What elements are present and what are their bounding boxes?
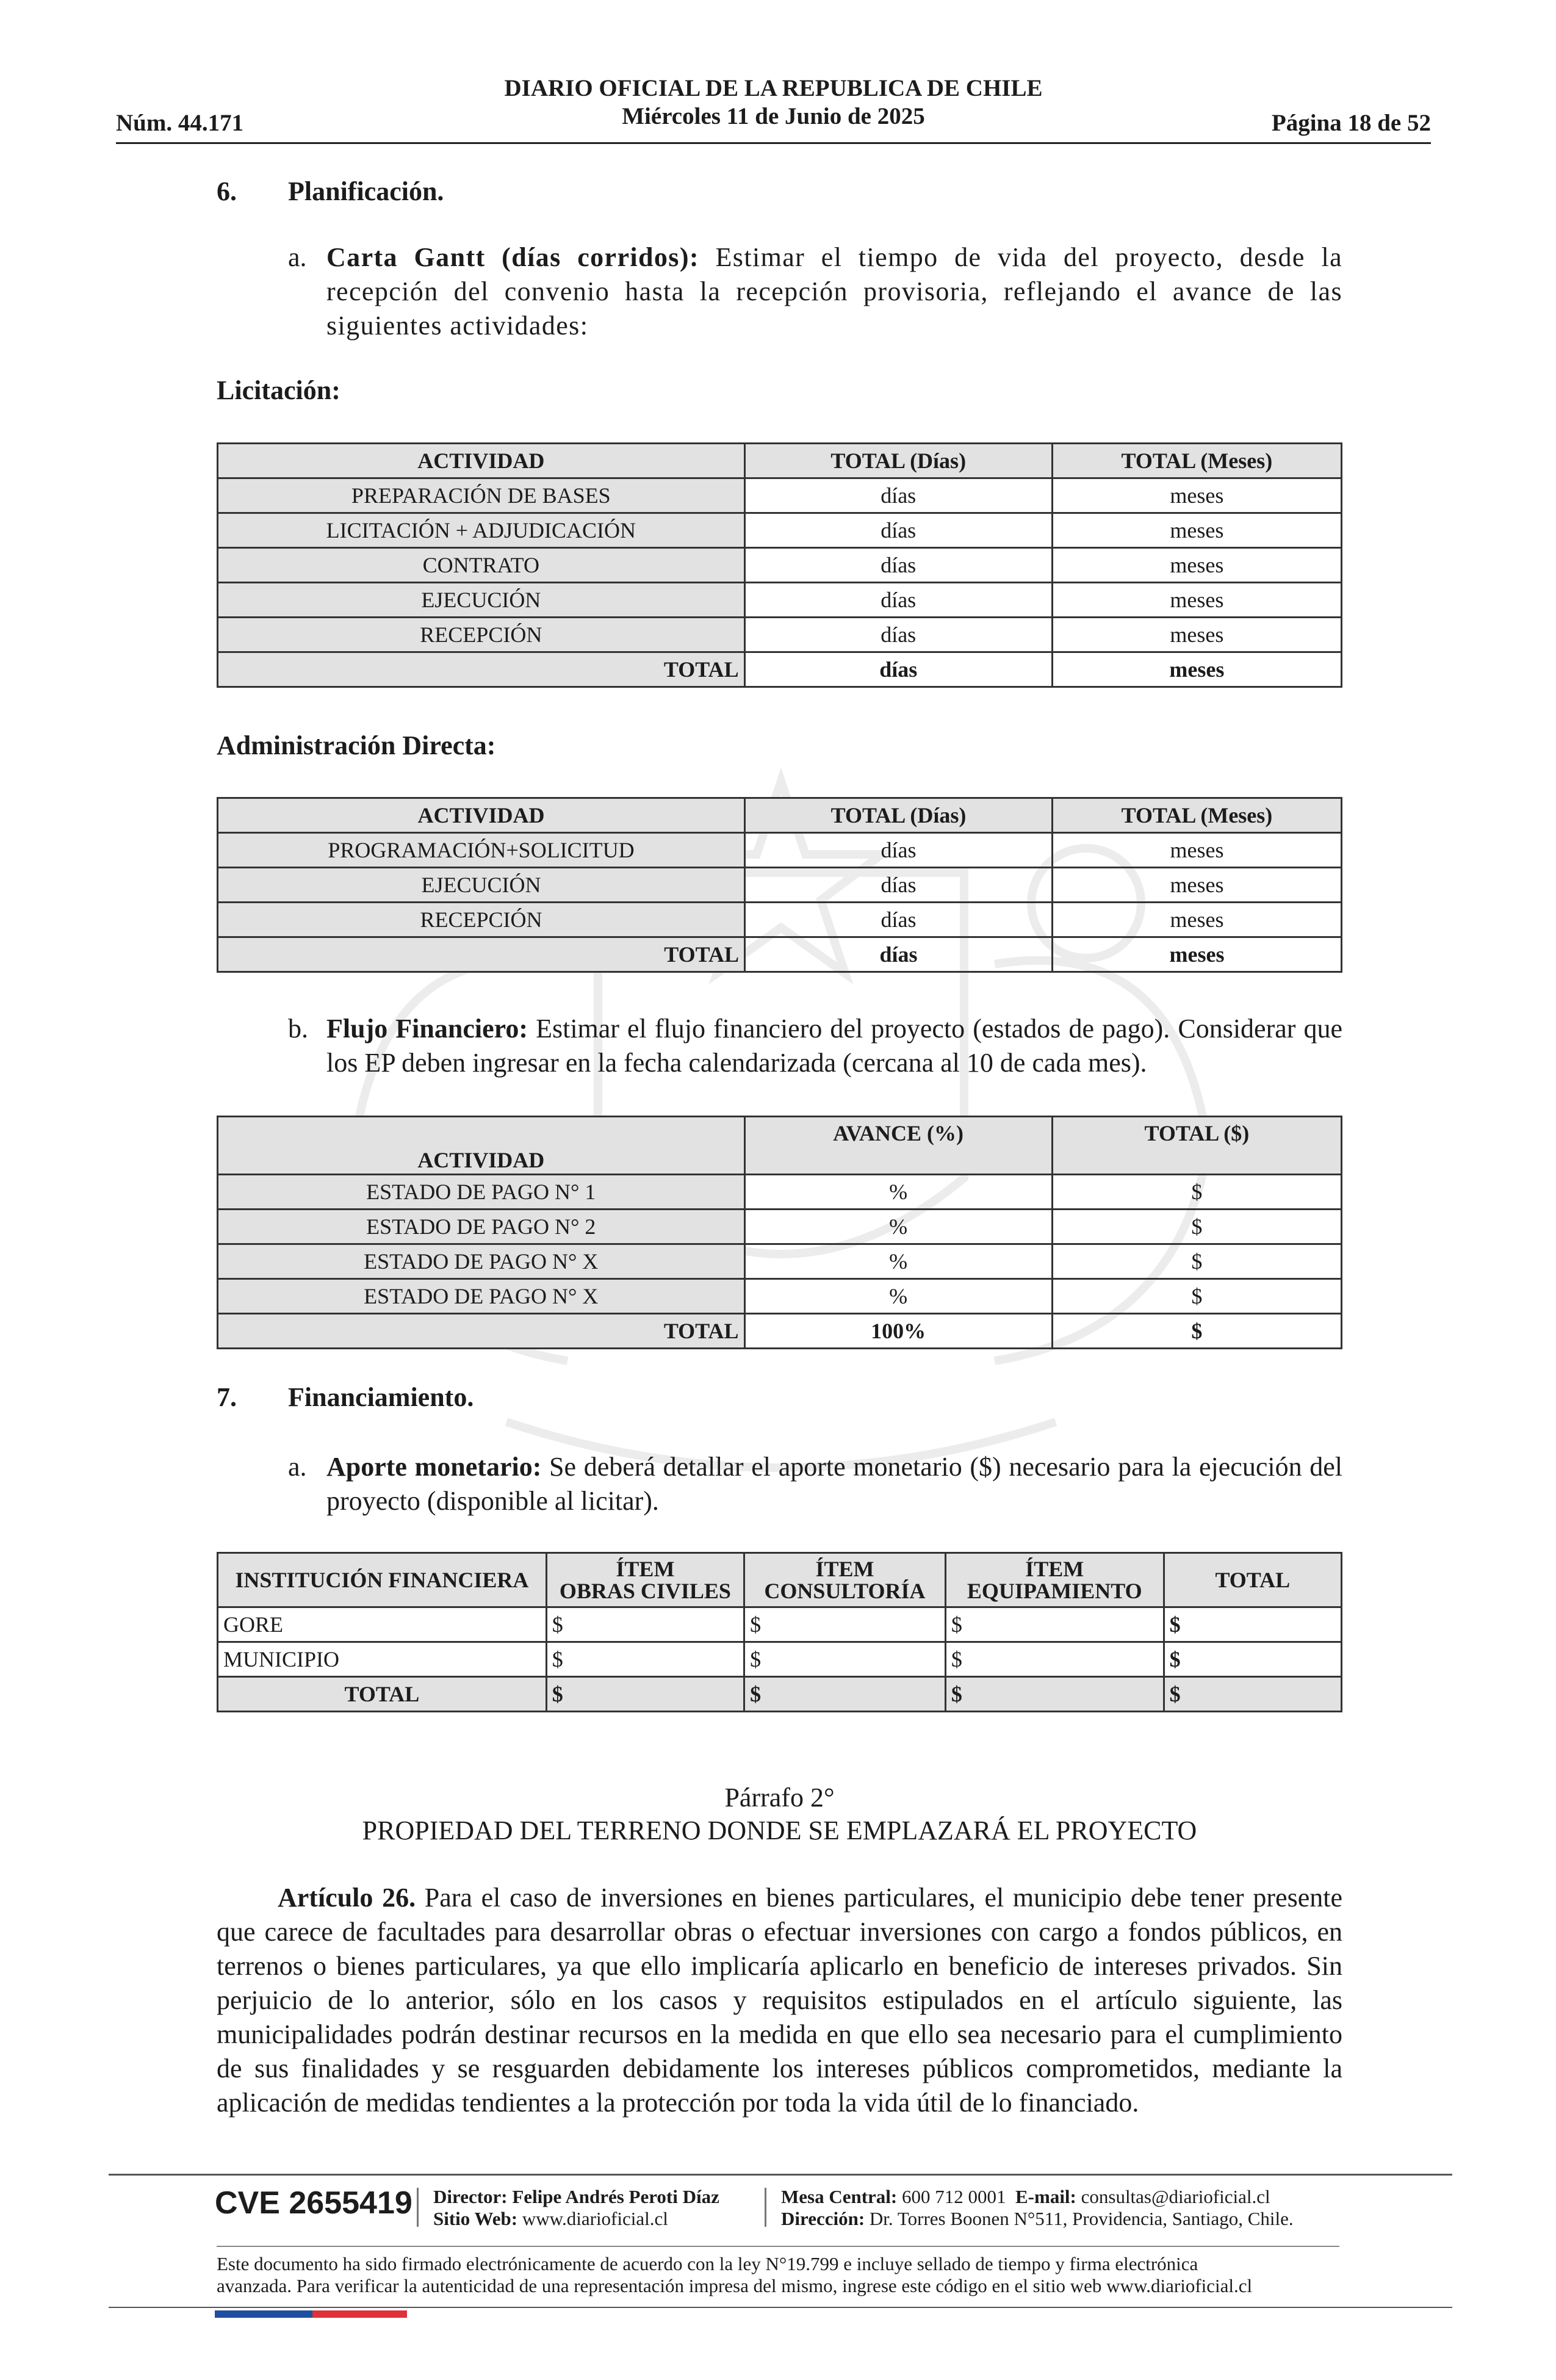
section-6-number: 6. bbox=[217, 176, 237, 206]
header-cell: ACTIVIDAD bbox=[218, 1117, 745, 1175]
mesa-label: Mesa Central: bbox=[781, 2186, 898, 2207]
total-amount: $ bbox=[945, 1677, 1164, 1712]
paragraph-subheading: PROPIEDAD DEL TERRENO DONDE SE EMPLAZARÁ EL PROYECTO bbox=[362, 1816, 1197, 1845]
header-cell: TOTAL (Días) bbox=[745, 798, 1053, 833]
footer-website bbox=[433, 2208, 668, 2230]
item-7a-text: Se deberá detallar el aporte monetario ($) necesario para la ejecución del proyecto (disponible al licitar). bbox=[326, 1452, 1343, 1516]
activity-cell: ESTADO DE PAGO N° X bbox=[218, 1244, 745, 1279]
footer-contact bbox=[781, 2186, 1270, 2208]
header-cell: TOTAL (Días) bbox=[744, 444, 1052, 478]
days-cell: días bbox=[744, 513, 1052, 548]
header-center bbox=[116, 74, 1431, 131]
header-cell: INSTITUCIÓN FINANCIERA bbox=[218, 1553, 547, 1607]
footer-rule bbox=[109, 2174, 1452, 2176]
table-row bbox=[218, 1210, 1342, 1244]
footer-director bbox=[433, 2186, 719, 2208]
paragraph-heading: Párrafo 2° bbox=[724, 1783, 835, 1812]
days-cell: días bbox=[745, 903, 1053, 937]
header-cell: TOTAL bbox=[1164, 1553, 1341, 1607]
item-6b-lead: Flujo Financiero: bbox=[326, 1014, 528, 1044]
article-26-label: Artículo 26. bbox=[278, 1883, 416, 1913]
activity-cell: PROGRAMACIÓN+SOLICITUD bbox=[218, 833, 745, 868]
header-line: ÍTEM bbox=[815, 1557, 874, 1581]
section-6-title: Planificación. bbox=[288, 176, 444, 206]
item-6a-marker: a. bbox=[288, 242, 307, 272]
total-days: días bbox=[744, 652, 1052, 687]
web-link[interactable]: www.diarioficial.cl bbox=[522, 2208, 668, 2229]
licitacion-label: Licitación: bbox=[217, 375, 340, 405]
total-row bbox=[218, 1677, 1342, 1712]
flag-stripe-red bbox=[312, 2310, 407, 2318]
item-7a-lead: Aporte monetario: bbox=[326, 1452, 542, 1482]
admin-directa-label: Administración Directa: bbox=[217, 730, 496, 760]
total-row bbox=[218, 937, 1342, 972]
header-cell: TOTAL (Meses) bbox=[1052, 444, 1341, 478]
amount-cell: $ bbox=[546, 1607, 744, 1642]
page-header bbox=[116, 74, 1431, 142]
activity-cell: PREPARACIÓN DE BASES bbox=[218, 478, 745, 513]
total-amount: $ bbox=[546, 1677, 744, 1712]
flujo-financiero-table bbox=[217, 1116, 1342, 1349]
address-value: Dr. Torres Boonen N°511, Providencia, Santiago, Chile. bbox=[869, 2208, 1294, 2229]
days-cell: días bbox=[744, 478, 1052, 513]
months-cell: meses bbox=[1052, 478, 1341, 513]
header-rule bbox=[116, 142, 1431, 144]
amount-cell: $ bbox=[1052, 1210, 1341, 1244]
header-cell: TOTAL ($) bbox=[1052, 1117, 1341, 1175]
section-7-number: 7. bbox=[217, 1382, 237, 1412]
activity-cell: ESTADO DE PAGO N° X bbox=[218, 1279, 745, 1314]
web-label: Sitio Web: bbox=[433, 2208, 518, 2229]
table-row bbox=[218, 548, 1342, 583]
licitacion-table bbox=[217, 442, 1342, 688]
table-header-row bbox=[218, 1117, 1342, 1175]
item-6a-lead: Carta Gantt (días corridos): bbox=[326, 242, 699, 272]
table-row bbox=[218, 1244, 1342, 1279]
footer-rule bbox=[217, 2246, 1339, 2247]
item-6b-marker: b. bbox=[288, 1014, 308, 1044]
item-6a-text: Estimar el tiempo de vida del proyecto, desde la recepción del convenio hasta la recepción provisoria, reflejando el avance de las siguientes actividades: bbox=[326, 242, 1343, 341]
table-header-row bbox=[218, 798, 1342, 833]
header-line: EQUIPAMIENTO bbox=[967, 1579, 1142, 1603]
total-label: TOTAL bbox=[218, 1677, 547, 1712]
months-cell: meses bbox=[1052, 583, 1341, 618]
table-row bbox=[218, 1642, 1342, 1677]
footer-rule bbox=[109, 2307, 1452, 2308]
total-days: días bbox=[745, 937, 1053, 972]
total-amount: $ bbox=[1052, 1314, 1341, 1349]
table-row bbox=[218, 513, 1342, 548]
header-cell: AVANCE (%) bbox=[744, 1117, 1052, 1175]
section-7-title: Financiamiento. bbox=[288, 1382, 474, 1412]
director-name: Felipe Andrés Peroti Díaz bbox=[512, 2186, 719, 2207]
header-line: ÍTEM bbox=[1025, 1557, 1084, 1581]
table-row bbox=[218, 903, 1342, 937]
percent-cell: % bbox=[744, 1279, 1052, 1314]
header-cell: ACTIVIDAD bbox=[218, 444, 745, 478]
table-row bbox=[218, 1175, 1342, 1210]
days-cell: días bbox=[744, 618, 1052, 652]
institution-cell: GORE bbox=[218, 1607, 547, 1642]
total-row bbox=[218, 1314, 1342, 1349]
footer-legal-line-2: avanzada. Para verificar la autenticidad de una representación impresa del mismo, ingrese este código en el sitio web www.diarioficial.cl bbox=[217, 2275, 1253, 2296]
activity-cell: EJECUCIÓN bbox=[218, 583, 745, 618]
months-cell: meses bbox=[1052, 548, 1341, 583]
mesa-value: 600 712 0001 bbox=[902, 2186, 1006, 2207]
total-months: meses bbox=[1052, 652, 1341, 687]
amount-cell: $ bbox=[744, 1607, 946, 1642]
amount-cell: $ bbox=[1164, 1607, 1341, 1642]
page-number: Página 18 de 52 bbox=[1271, 110, 1431, 136]
article-26 bbox=[217, 1881, 1342, 2120]
item-6a-paragraph bbox=[326, 240, 1342, 343]
header-cell bbox=[744, 1553, 946, 1607]
total-amount: $ bbox=[744, 1677, 946, 1712]
item-6b-paragraph bbox=[326, 1012, 1342, 1080]
header-cell bbox=[546, 1553, 744, 1607]
item-6b-text: Estimar el flujo financiero del proyecto (estados de pago). Considerar que los EP deben ingresar en la fecha calendarizada (cercana al 10 de cada mes). bbox=[326, 1014, 1343, 1078]
total-amount: $ bbox=[1164, 1677, 1341, 1712]
percent-cell: % bbox=[744, 1175, 1052, 1210]
flag-stripe-blue bbox=[215, 2310, 312, 2318]
newspaper-title: DIARIO OFICIAL DE LA REPUBLICA DE CHILE bbox=[504, 75, 1043, 101]
table-header-row bbox=[218, 444, 1342, 478]
amount-cell: $ bbox=[945, 1607, 1164, 1642]
table-row bbox=[218, 1279, 1342, 1314]
header-cell bbox=[945, 1553, 1164, 1607]
footer-address bbox=[781, 2208, 1294, 2230]
months-cell: meses bbox=[1052, 513, 1341, 548]
institution-cell: MUNICIPIO bbox=[218, 1642, 547, 1677]
header-line: OBRAS CIVILES bbox=[559, 1579, 731, 1603]
aporte-monetario-table bbox=[217, 1552, 1342, 1712]
amount-cell: $ bbox=[1052, 1244, 1341, 1279]
months-cell: meses bbox=[1052, 903, 1341, 937]
months-cell: meses bbox=[1052, 618, 1341, 652]
footer-divider bbox=[765, 2188, 766, 2227]
issue-date: Miércoles 11 de Junio de 2025 bbox=[622, 103, 925, 129]
total-label: TOTAL bbox=[218, 652, 745, 687]
percent-cell: % bbox=[744, 1244, 1052, 1279]
total-row bbox=[218, 652, 1342, 687]
total-months: meses bbox=[1052, 937, 1341, 972]
days-cell: días bbox=[745, 833, 1053, 868]
activity-cell: EJECUCIÓN bbox=[218, 868, 745, 903]
months-cell: meses bbox=[1052, 833, 1341, 868]
table-row bbox=[218, 618, 1342, 652]
percent-cell: % bbox=[744, 1210, 1052, 1244]
email-link[interactable]: consultas@diarioficial.cl bbox=[1081, 2186, 1270, 2207]
footer-divider bbox=[417, 2188, 419, 2227]
director-label: Director: bbox=[433, 2186, 508, 2207]
article-26-text: Para el caso de inversiones en bienes particulares, el municipio debe tener presente que carece de facultades para desarrollar obras o efectuar inversiones con cargo a fondos públicos, en terrenos o bienes particulares, ya que ello implicaría aplicarlo en beneficio de intereses privados. Sin perjuicio de lo anterior, sólo en los casos y requisitos estipulados en el artículo siguiente, las municipalidades podrán destinar recursos en la medida en que ello sea necesario para el cumplimiento de sus finalidades y se resguarden debidamente los intereses públicos comprometidos, mediante la aplicación de medidas tendientes a la protección por toda la vida útil de lo financiado. bbox=[217, 1883, 1342, 2118]
activity-cell: CONTRATO bbox=[218, 548, 745, 583]
admin-directa-table bbox=[217, 797, 1342, 973]
total-label: TOTAL bbox=[218, 937, 745, 972]
activity-cell: LICITACIÓN + ADJUDICACIÓN bbox=[218, 513, 745, 548]
item-7a-marker: a. bbox=[288, 1452, 307, 1482]
amount-cell: $ bbox=[744, 1642, 946, 1677]
days-cell: días bbox=[744, 583, 1052, 618]
amount-cell: $ bbox=[1052, 1279, 1341, 1314]
header-line: CONSULTORÍA bbox=[764, 1579, 926, 1603]
header-cell: TOTAL (Meses) bbox=[1052, 798, 1341, 833]
total-label: TOTAL bbox=[218, 1314, 745, 1349]
email-label: E-mail: bbox=[1015, 2186, 1076, 2207]
days-cell: días bbox=[745, 868, 1053, 903]
issue-number: Núm. 44.171 bbox=[116, 110, 244, 136]
address-label: Dirección: bbox=[781, 2208, 865, 2229]
activity-cell: RECEPCIÓN bbox=[218, 618, 745, 652]
header-cell: ACTIVIDAD bbox=[218, 798, 745, 833]
table-row bbox=[218, 478, 1342, 513]
amount-cell: $ bbox=[945, 1642, 1164, 1677]
item-7a-paragraph bbox=[326, 1450, 1342, 1518]
amount-cell: $ bbox=[1052, 1175, 1341, 1210]
days-cell: días bbox=[744, 548, 1052, 583]
footer-legal-line-1: Este documento ha sido firmado electrónicamente de acuerdo con la ley N°19.799 e incluye sellado de tiempo y firma electrónica bbox=[217, 2253, 1198, 2274]
cve-code: CVE 2655419 bbox=[215, 2185, 412, 2221]
amount-cell: $ bbox=[1164, 1642, 1341, 1677]
activity-cell: ESTADO DE PAGO N° 2 bbox=[218, 1210, 745, 1244]
activity-cell: RECEPCIÓN bbox=[218, 903, 745, 937]
table-row bbox=[218, 1607, 1342, 1642]
table-row bbox=[218, 583, 1342, 618]
months-cell: meses bbox=[1052, 868, 1341, 903]
activity-cell: ESTADO DE PAGO N° 1 bbox=[218, 1175, 745, 1210]
header-line: ÍTEM bbox=[616, 1557, 675, 1581]
amount-cell: $ bbox=[546, 1642, 744, 1677]
table-row bbox=[218, 868, 1342, 903]
table-row bbox=[218, 833, 1342, 868]
table-header-row bbox=[218, 1553, 1342, 1607]
total-percent: 100% bbox=[744, 1314, 1052, 1349]
